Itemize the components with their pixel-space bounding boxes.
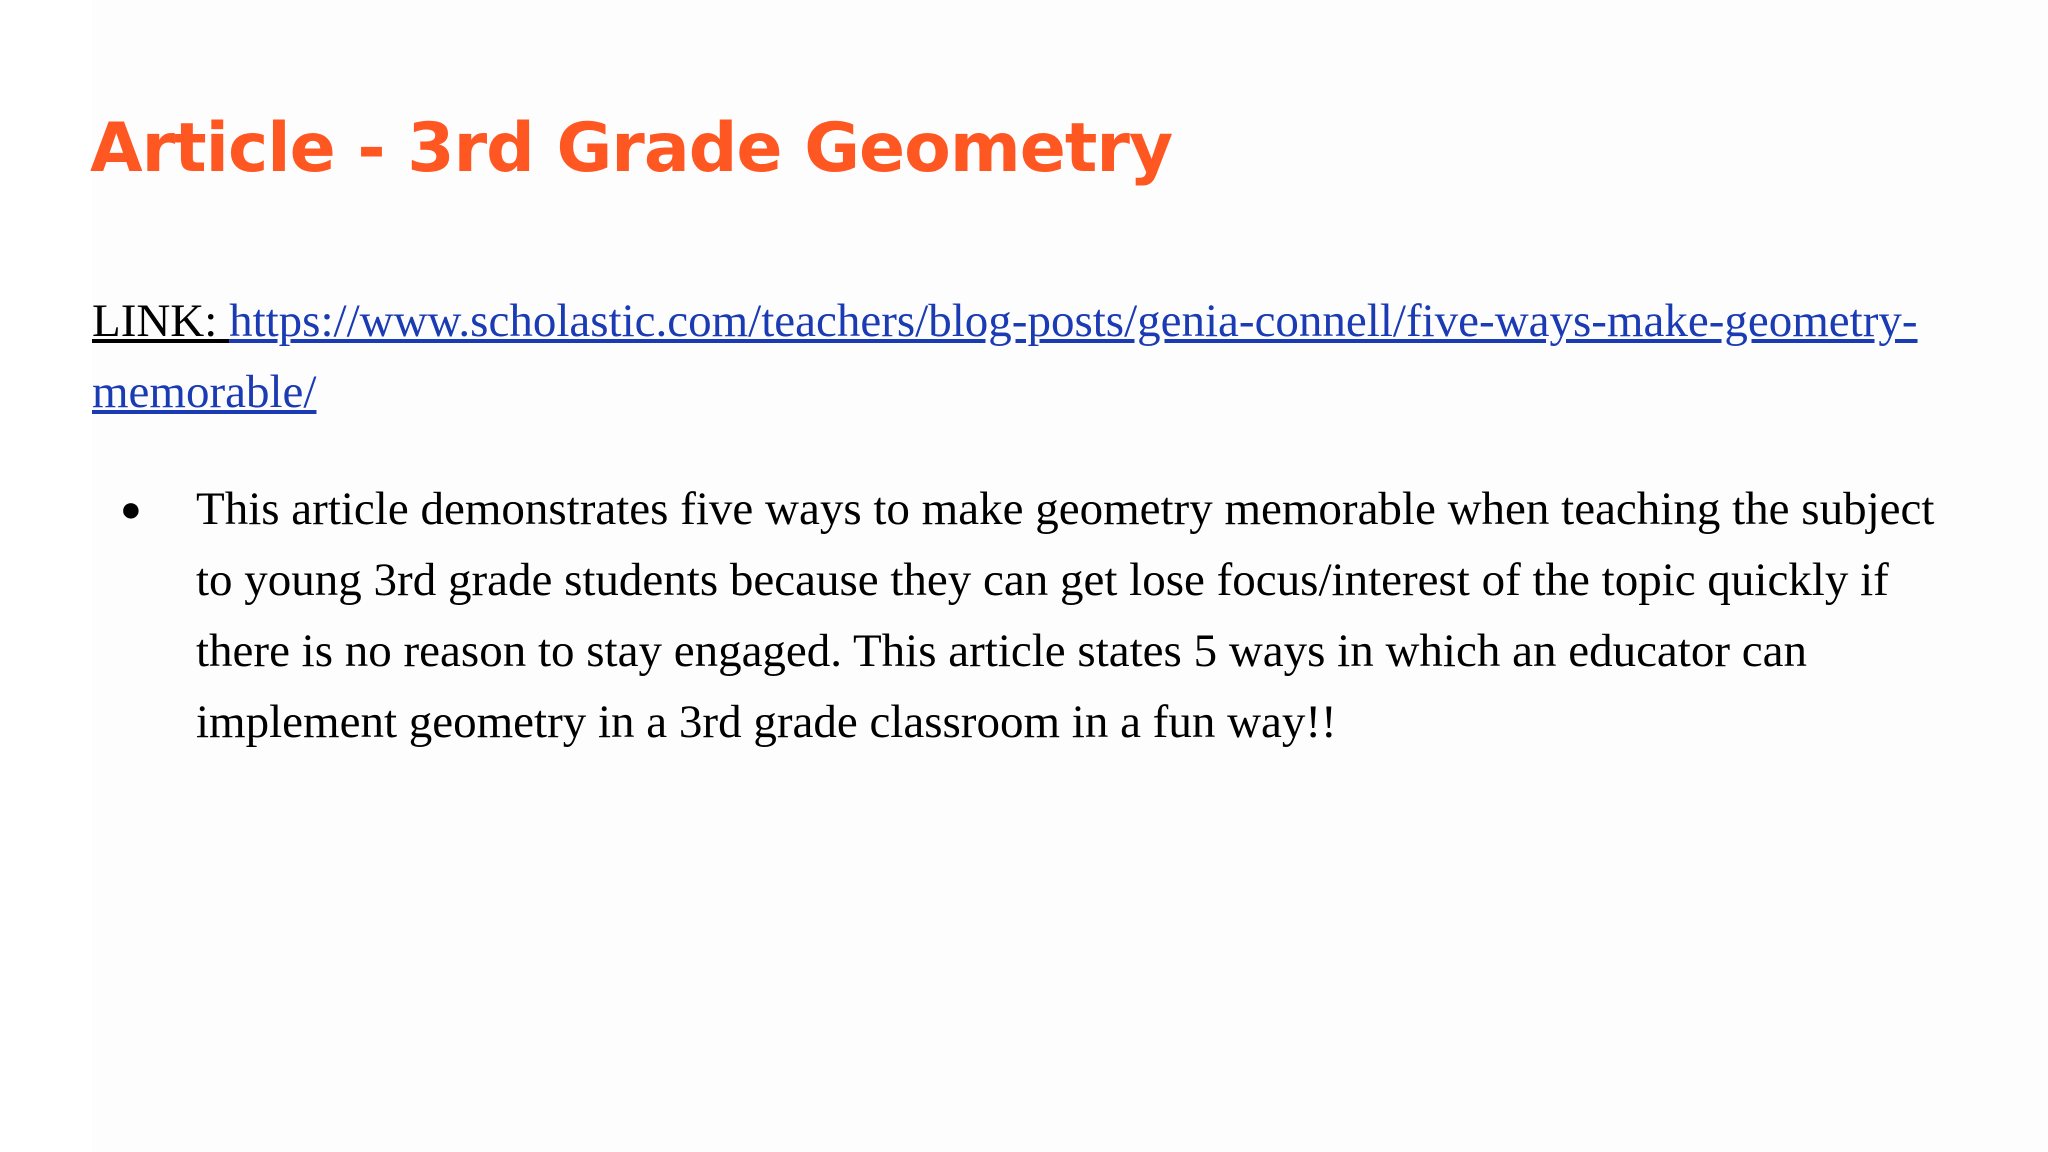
bullet-text: This article demonstrates five ways to make geometry memorable when teaching the subject to young 3rd grade students because they can get lose focus/interest of the topic quickly if there is no reason to stay engaged. This article states 5 ways in which an educator can implement geometry in a 3rd grade classroom in a fun way!! [196,483,1935,748]
bullet-marker: ● [120,489,142,529]
link-paragraph [92,286,1972,428]
link-label: LINK: [92,295,230,347]
slide-title: Article - 3rd Grade Geometry [90,109,1173,188]
article-link[interactable]: https://www.scholastic.com/teachers/blog-posts/genia-connell/five-ways-make-geometry-memorable/ [92,295,1918,418]
bullet-list [92,474,1972,758]
list-item [92,474,1972,758]
